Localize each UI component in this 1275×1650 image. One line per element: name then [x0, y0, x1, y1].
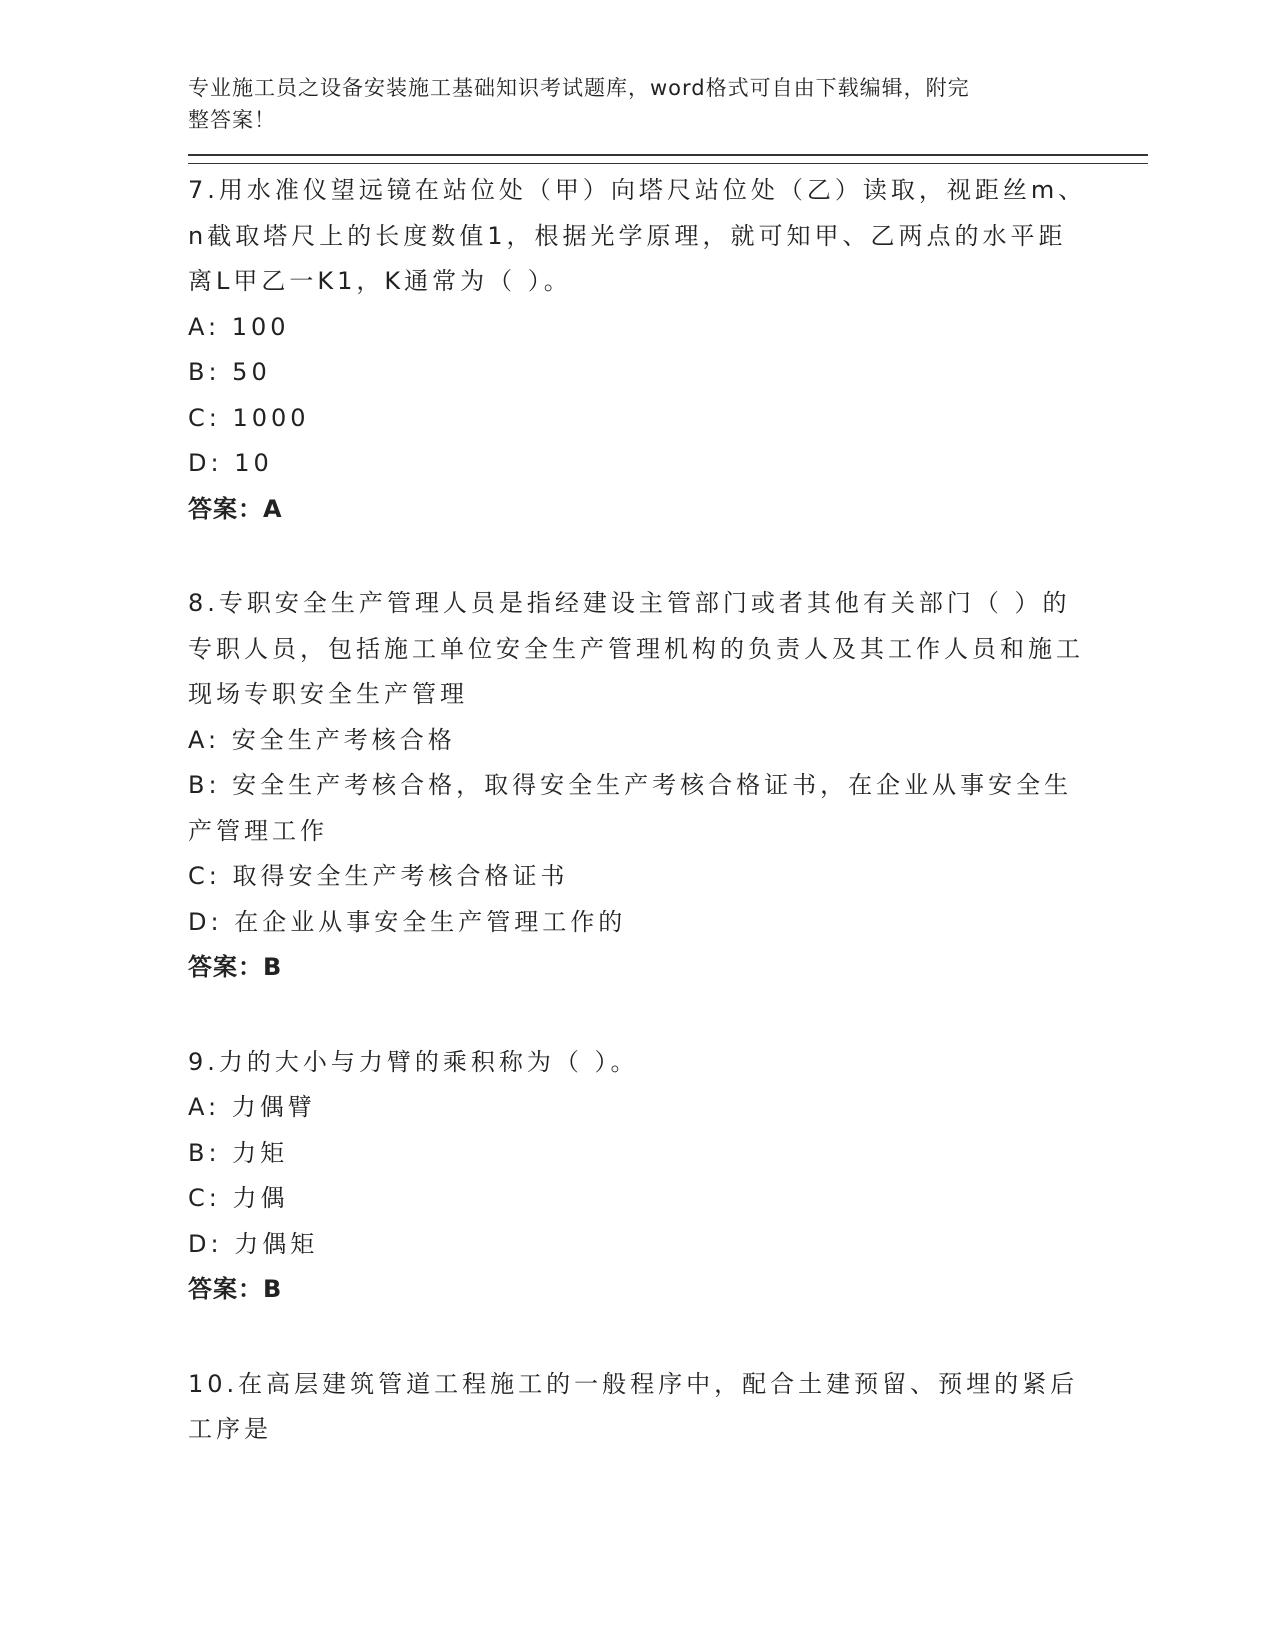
header-line-1: 专业施工员之设备安装施工基础知识考试题库，word格式可自由下载编辑，附完 [188, 76, 970, 100]
option-c: C: 1000 [188, 403, 310, 432]
option-a: A: 安全生产考核合格 [188, 725, 456, 754]
question-text: 7.用水准仪望远镜在站位处（甲）向塔尺站位处（乙）读取，视距丝m、n截取塔尺上的长度数值1，根据光学原理，就可知甲、乙两点的水平距离L甲乙一K1，K通常为（ ）。 [188, 176, 1087, 295]
document-page [188, 72, 1148, 1453]
question-text: 8.专职安全生产管理人员是指经建设主管部门或者其他有关部门（ ）的专职人员，包括施工单位安全生产管理机构的负责人及其工作人员和施工现场专职安全生产管理 [188, 589, 1084, 708]
option-c: C: 力偶 [188, 1184, 289, 1212]
spacer [188, 532, 1148, 577]
question-10 [188, 1362, 1148, 1453]
option-c: C: 取得安全生产考核合格证书 [188, 862, 569, 890]
question-text: 9.力的大小与力臂的乘积称为（ ）。 [188, 1047, 639, 1076]
question-8 [188, 581, 1148, 991]
option-d: D: 力偶矩 [188, 1229, 319, 1258]
answer: 答案：B [188, 953, 283, 981]
spacer [188, 991, 1148, 1036]
option-b: B: 50 [188, 358, 271, 386]
question-7 [188, 168, 1148, 532]
answer: 答案：A [188, 494, 283, 523]
option-a: A: 100 [188, 312, 290, 341]
option-b: B: 力矩 [188, 1138, 289, 1167]
header-divider [188, 154, 1148, 164]
question-text: 10.在高层建筑管道工程施工的一般程序中，配合土建预留、预埋的紧后工序是 [188, 1369, 1079, 1443]
option-b: B: 安全生产考核合格，取得安全生产考核合格证书，在企业从事安全生产管理工作 [188, 771, 1073, 845]
question-9 [188, 1040, 1148, 1313]
spacer [188, 1313, 1148, 1358]
document-header [188, 72, 1068, 136]
option-d: D: 10 [188, 449, 273, 477]
option-d: D: 在企业从事安全生产管理工作的 [188, 907, 627, 936]
header-line-2: 整答案！ [188, 108, 276, 132]
option-a: A: 力偶臂 [188, 1093, 316, 1121]
answer: 答案：B [188, 1275, 283, 1303]
